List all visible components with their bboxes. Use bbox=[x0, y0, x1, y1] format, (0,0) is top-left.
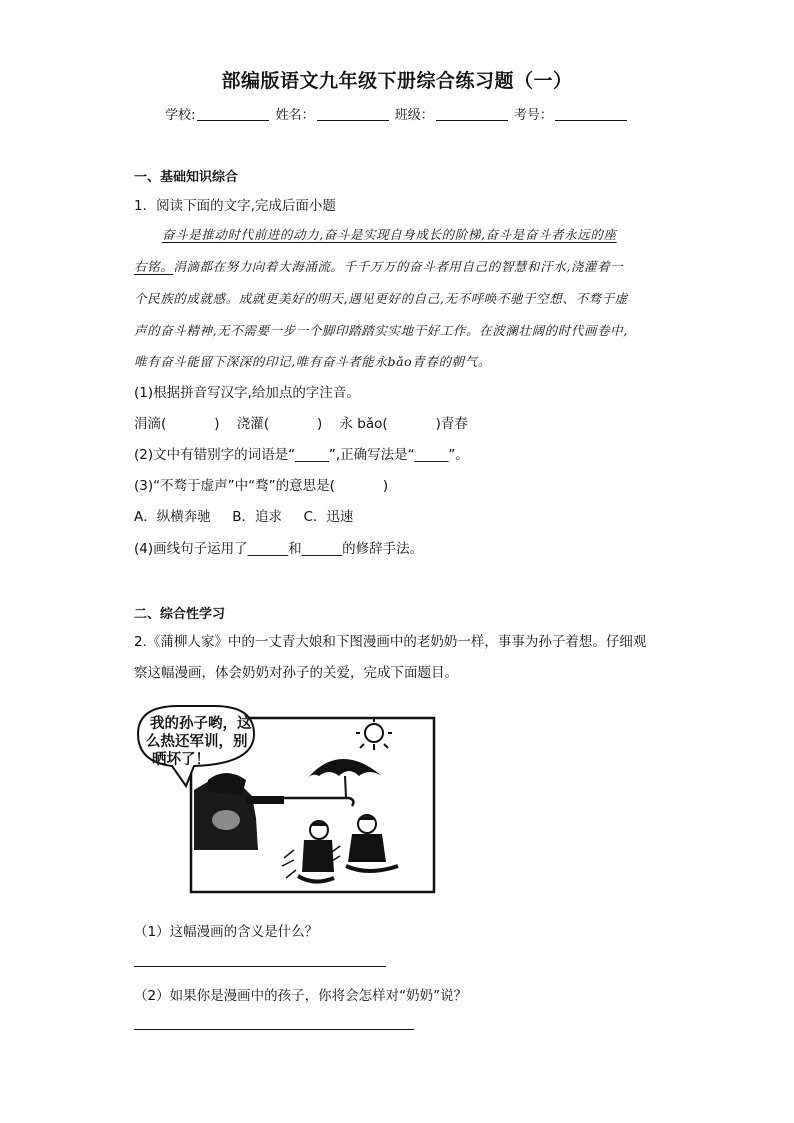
section2-heading: 二、综合性学习 bbox=[134, 607, 226, 622]
name-label: 姓名： bbox=[275, 108, 315, 123]
class-blank[interactable] bbox=[436, 108, 508, 121]
passage-underlined-end: 右铭。 bbox=[134, 259, 174, 274]
passage-line-3: 个民族的成就感。成就更美好的明天,遇见更好的自己,无不呼唤不驰于空想、不骛于虚 bbox=[134, 291, 628, 306]
answer-line-2[interactable] bbox=[134, 1029, 414, 1030]
q1-stem: 1．阅读下面的文字,完成后面小题 bbox=[134, 198, 336, 214]
q2-stem-line-2: 察这幅漫画，体会奶奶对孙子的关爱，完成下面题目。 bbox=[134, 665, 458, 681]
pinyin-close-2: ) bbox=[317, 416, 323, 432]
passage-line-2 bbox=[134, 257, 623, 275]
cartoon-illustration bbox=[134, 700, 438, 896]
passage-line-4: 声的奋斗精神,无不需要一步一个脚印踏踏实实地干好工作。在波澜壮阔的时代画卷中, bbox=[134, 323, 628, 338]
q1-sub3-close: ) bbox=[382, 478, 389, 494]
q1-options bbox=[134, 505, 353, 525]
cartoon-caption-line-1: 我的孙子哟，这 bbox=[150, 716, 252, 732]
page-title: 部编版语文九年级下册综合练习题（一） bbox=[221, 70, 573, 92]
cartoon-caption-line-2: 么热还军训，别 bbox=[146, 734, 248, 750]
pinyin-item-2: 浇灌( bbox=[236, 416, 270, 432]
q2-sub2: （2）如果你是漫画中的孩子，你将会怎样对“奶奶”说？ bbox=[134, 988, 468, 1004]
pinyin-row bbox=[134, 412, 468, 432]
option-c[interactable]: C．迅速 bbox=[303, 509, 354, 525]
q1-sub4: (4)画线句子运用了______和______的修辞手法。 bbox=[134, 541, 424, 557]
section1-heading: 一、基础知识综合 bbox=[134, 170, 239, 185]
name-blank[interactable] bbox=[317, 108, 389, 121]
cartoon-caption-line-3: 晒坏了！ bbox=[152, 752, 210, 768]
option-a[interactable]: A．纵横奔驰 bbox=[134, 509, 211, 525]
exam-number-label: 考号： bbox=[513, 108, 553, 123]
class-label: 班级： bbox=[394, 108, 434, 123]
passage-line-1: 奋斗是推动时代前进的动力,奋斗是实现自身成长的阶梯,奋斗是奋斗者永远的座 bbox=[162, 227, 617, 242]
q1-sub1: (1)根据拼音写汉字,给加点的字注音。 bbox=[134, 385, 360, 401]
school-label: 学校: bbox=[165, 108, 196, 123]
q1-sub3 bbox=[134, 474, 388, 494]
student-info-line bbox=[0, 104, 794, 123]
passage-line-2-rest: 涓滴都在努力向着大海涌流。千千万万的奋斗者用自己的智慧和汗水,浇灌着一 bbox=[173, 259, 624, 274]
option-b[interactable]: B．追求 bbox=[232, 509, 282, 525]
pinyin-item-1: 涓滴( bbox=[134, 416, 167, 432]
school-blank[interactable] bbox=[197, 108, 269, 121]
q2-stem-line-1: 2.《蒲柳人家》中的一丈青大娘和下图漫画中的老奶奶一样，事事为孙子着想。仔细观 bbox=[134, 634, 647, 650]
q2-sub1: （1）这幅漫画的含义是什么？ bbox=[134, 924, 319, 940]
pinyin-close-3: )青春 bbox=[435, 416, 468, 432]
pinyin-item-3: 永 bǎo( bbox=[339, 416, 388, 432]
answer-line-1[interactable] bbox=[134, 966, 386, 967]
pinyin-close-1: ) bbox=[214, 416, 220, 432]
q1-sub2: (2)文中有错别字的词语是“_____”,正确写法是“_____”。 bbox=[134, 447, 469, 463]
q1-sub3-text: (3)“不骛于虚声”中“骛”的意思是( bbox=[134, 478, 335, 494]
passage-line-5: 唯有奋斗能留下深深的印记,唯有奋斗者能永bǎo青春的朝气。 bbox=[134, 354, 491, 369]
exam-number-blank[interactable] bbox=[555, 108, 627, 121]
